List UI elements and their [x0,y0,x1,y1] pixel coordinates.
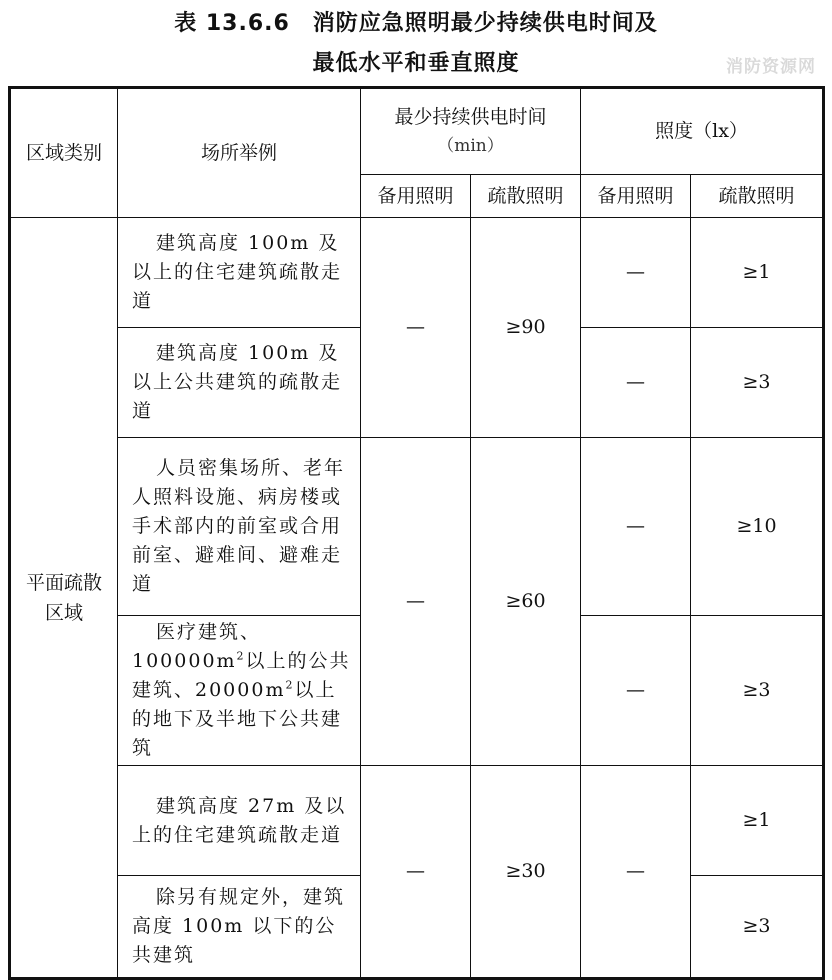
lux-evac-cell: ≥3 [691,876,824,979]
example-text-post: 以上的地下及半地下公共建筑 [132,679,343,759]
table-row [10,766,824,876]
table-title-line-2: 最低水平和垂直照度 [312,51,520,76]
duration-evac-cell: ≥60 [471,438,581,766]
example-text: 人员密集场所、老年人照料设施、病房楼或手术部内的前室或合用前室、避难间、避难走道 [132,457,346,595]
header-duration-unit: （min） [437,135,504,156]
duration-backup-cell: — [361,218,471,438]
header-duration-label: 最少持续供电时间 [394,105,547,128]
header-example: 场所举例 [118,88,361,218]
lux-backup-cell: — [581,438,691,616]
example-text: 建筑高度 27m 及以上的住宅建筑疏散走道 [132,794,347,846]
example-text: 建筑高度 100m 及以上的住宅建筑疏散走道 [132,232,343,312]
duration-evac-cell: ≥90 [471,218,581,438]
lux-evac-cell: ≥1 [691,218,824,328]
example-cell [118,438,361,616]
example-cell [118,876,361,979]
superscript: 2 [236,649,246,663]
duration-backup-cell: — [361,766,471,979]
illumination-table [8,86,825,980]
table-title-line-1: 表 13.6.6 消防应急照明最少持续供电时间及 [174,11,658,36]
superscript: 2 [285,678,295,692]
lux-evac-cell: ≥10 [691,438,824,616]
lux-backup-cell: — [581,766,691,979]
example-text-mid: 以上的公共建筑、20000m [132,650,351,701]
example-text-pre: 医疗建筑、100000m [132,621,262,672]
example-cell [118,616,361,766]
subheader-duration-evac: 疏散照明 [471,175,581,218]
area-type-label: 平面疏散区域 [25,571,102,624]
duration-backup-cell: — [361,438,471,766]
example-text: 除另有规定外，建筑高度 100m 以下的公共建筑 [132,886,346,966]
subheader-duration-backup: 备用照明 [361,175,471,218]
subheader-lux-backup: 备用照明 [581,175,691,218]
header-area-type: 区域类别 [10,88,118,218]
area-type-cell [10,218,118,979]
example-cell [118,766,361,876]
header-illuminance: 照度（lx） [581,88,824,175]
lux-evac-cell: ≥3 [691,328,824,438]
example-cell [118,328,361,438]
header-duration [361,88,581,175]
lux-evac-cell: ≥3 [691,616,824,766]
duration-evac-cell: ≥30 [471,766,581,979]
example-cell [118,218,361,328]
lux-backup-cell: — [581,328,691,438]
lux-backup-cell: — [581,616,691,766]
example-text: 建筑高度 100m 及以上公共建筑的疏散走道 [132,342,343,422]
table-row [10,438,824,616]
subheader-lux-evac: 疏散照明 [691,175,824,218]
lux-backup-cell: — [581,218,691,328]
watermark: 消防资源网 [726,57,816,77]
table-row [10,218,824,328]
lux-evac-cell: ≥1 [691,766,824,876]
